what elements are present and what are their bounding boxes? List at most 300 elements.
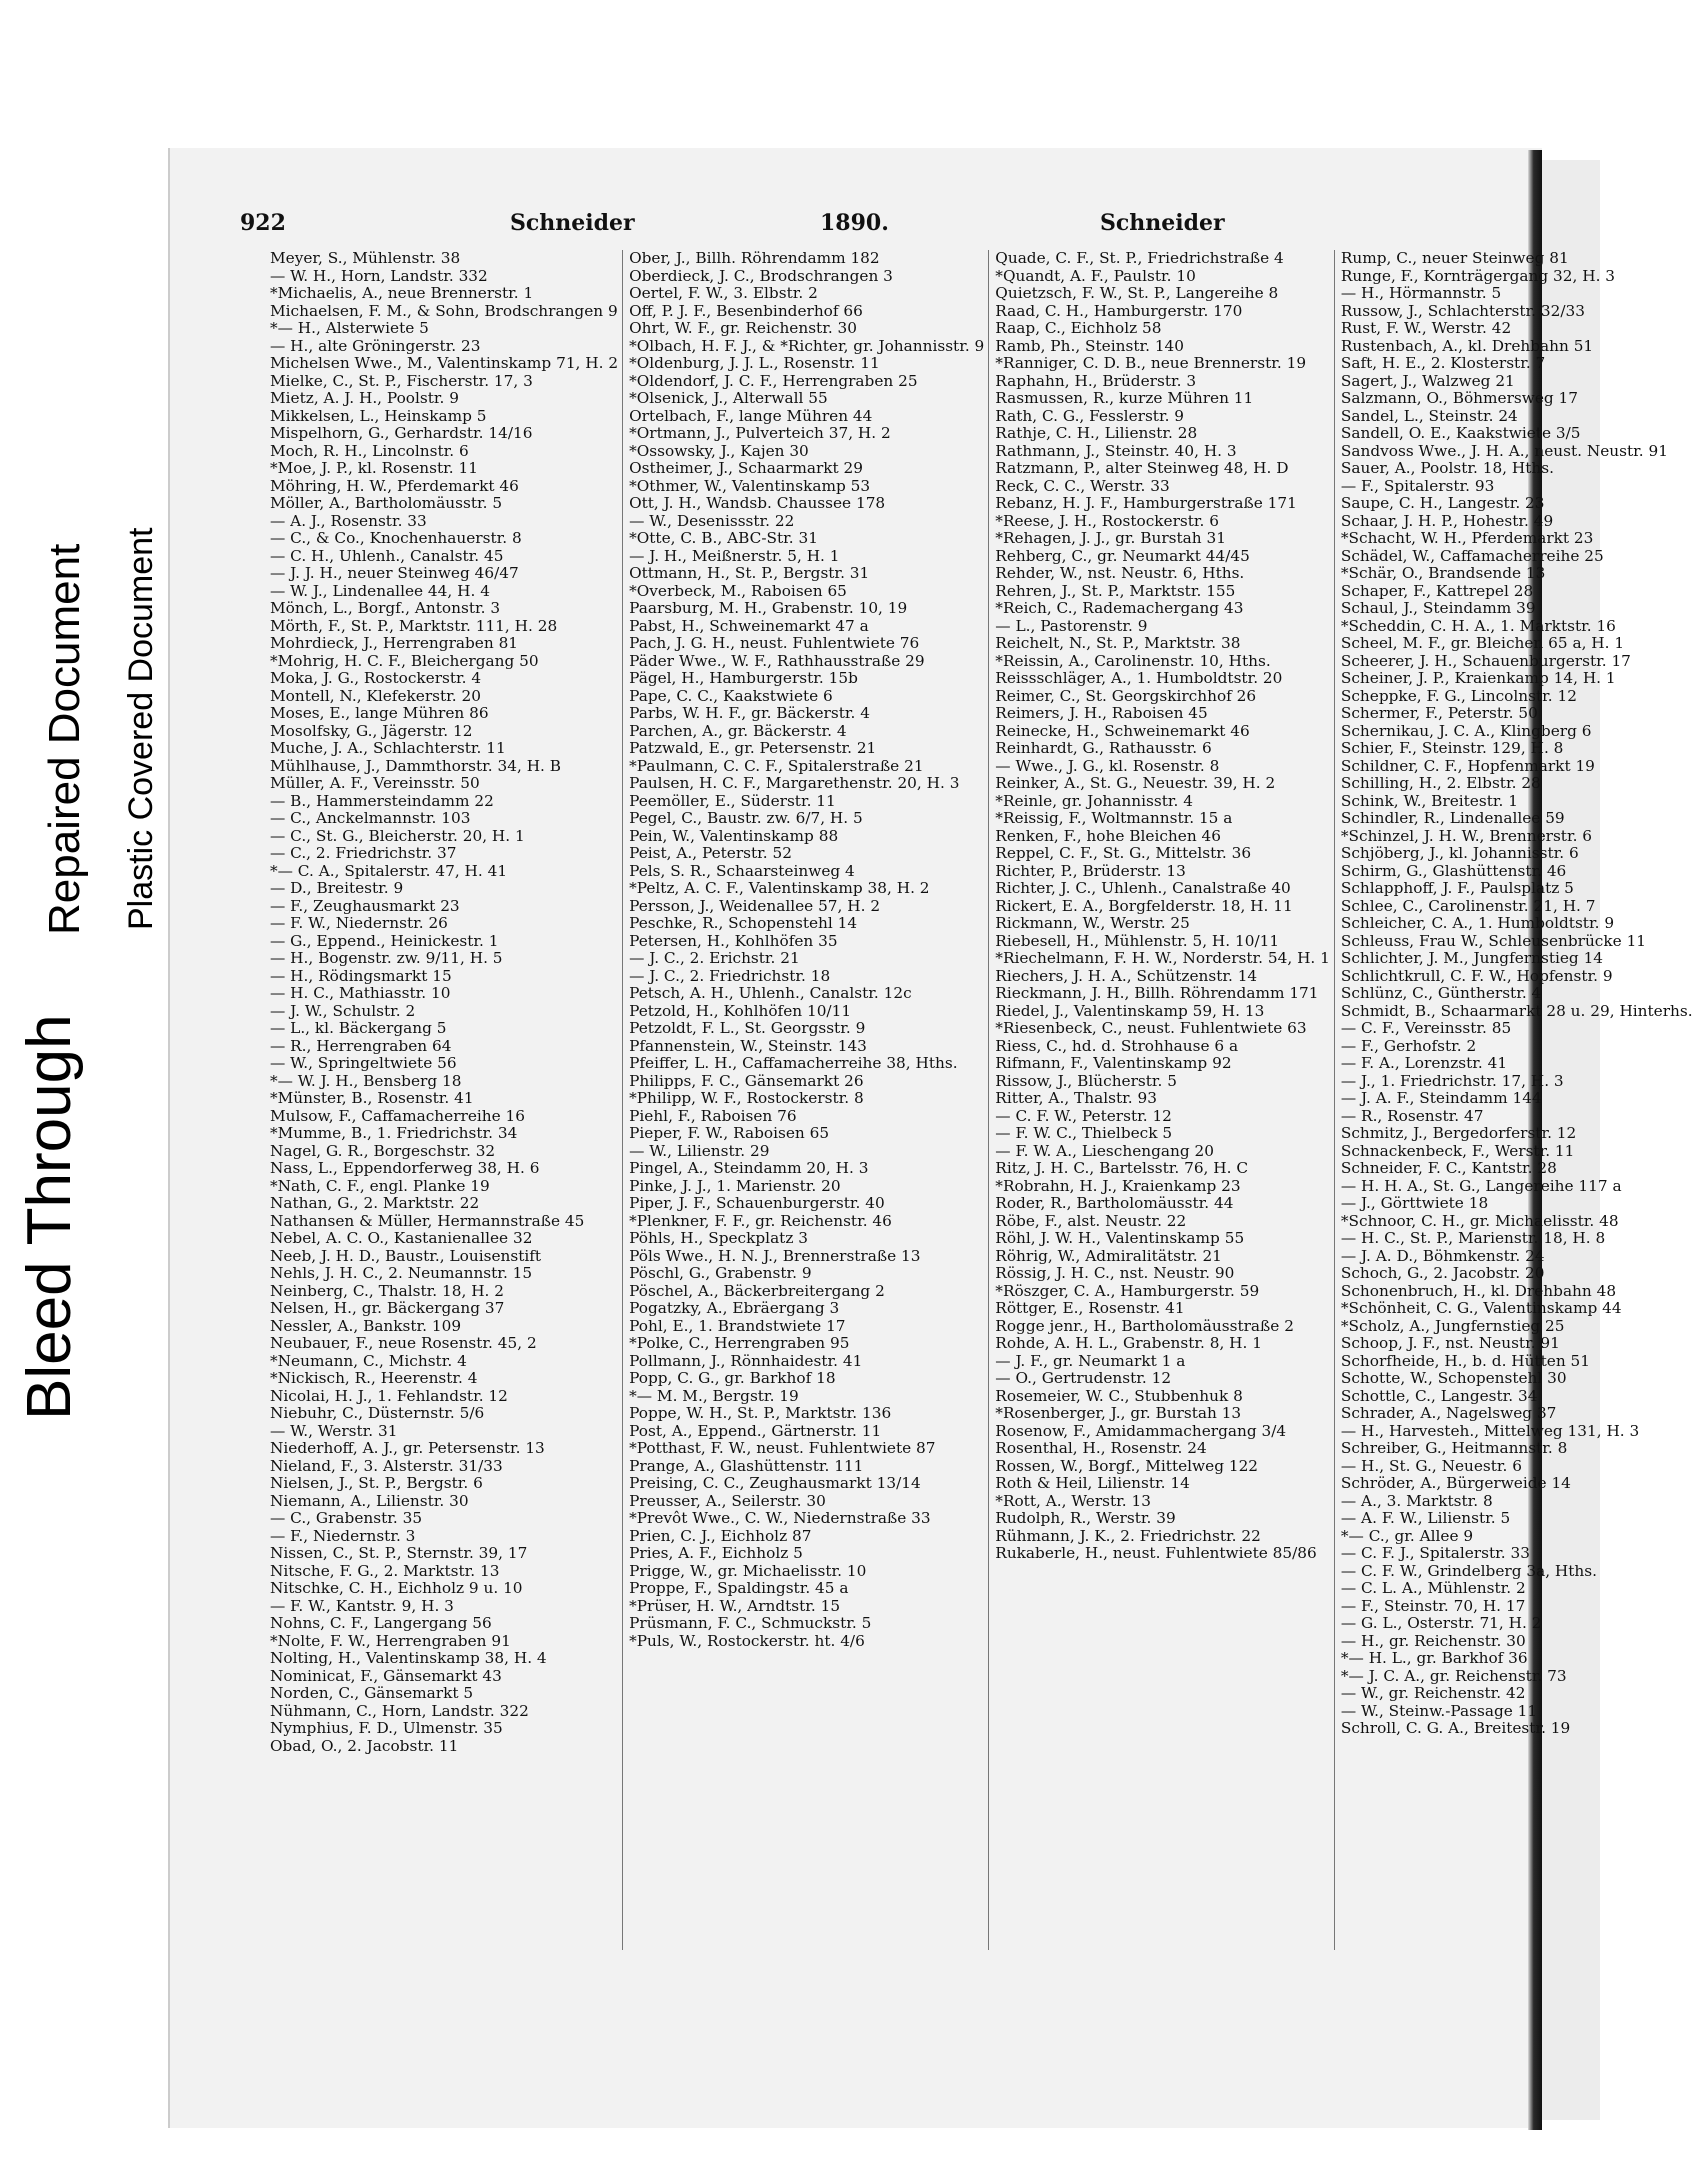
- directory-entry: Prien, C. J., Eichholz 87: [629, 1526, 812, 1545]
- directory-entry: Ortelbach, F., lange Mühren 44: [629, 406, 873, 425]
- directory-entry: Neinberg, C., Thalstr. 18, H. 2: [270, 1281, 505, 1300]
- directory-entry: — C. F. W., Peterstr. 12: [995, 1106, 1172, 1125]
- directory-entry: Reinecke, H., Schweinemarkt 46: [995, 721, 1250, 740]
- directory-entry: Schroll, C. G. A., Breitestr. 19: [1340, 1719, 1571, 1737]
- directory-entry: Petzoldt, F. L., St. Georgsstr. 9: [629, 1019, 866, 1037]
- directory-entry: Pollmann, J., Rönnhaidestr. 41: [629, 1351, 863, 1370]
- directory-entry: Meyer, S., Mühlenstr. 38: [270, 249, 461, 267]
- header-year: 1890.: [820, 210, 889, 236]
- directory-entry: Parbs, W. H. F., gr. Bäckerstr. 4: [629, 704, 870, 722]
- directory-entry: Rump, C., neuer Steinweg 81: [1340, 249, 1569, 267]
- directory-entry: Petersen, H., Kohlhöfen 35: [629, 931, 838, 950]
- directory-entry: — O., Gertrudenstr. 12: [995, 1369, 1172, 1387]
- directory-entry: — R., Rosenstr. 47: [1340, 1106, 1484, 1125]
- directory-entry: Rifmann, F., Valentinskamp 92: [995, 1054, 1232, 1072]
- directory-entry: Schlapphoff, J. F., Paulsplatz 5: [1340, 879, 1574, 897]
- directory-entry: — H. H. A., St. G., Langereihe 117 a: [1340, 1176, 1622, 1195]
- directory-entry: — H., alte Gröningerstr. 23: [270, 336, 481, 355]
- directory-entry: *Rehagen, J. J., gr. Burstah 31: [995, 529, 1226, 547]
- directory-entry: Röbe, F., alst. Neustr. 22: [995, 1211, 1187, 1230]
- directory-entry: Rossen, W., Borgf., Mittelweg 122: [995, 1456, 1259, 1475]
- directory-entry: Quietzsch, F. W., St. P., Langereihe 8: [995, 284, 1279, 302]
- directory-entry: Saupe, C. H., Langestr. 23: [1340, 494, 1545, 512]
- directory-entry: *Münster, B., Rosenstr. 41: [270, 1089, 474, 1107]
- directory-entry: Muche, J. A., Schlachterstr. 11: [270, 739, 506, 757]
- directory-entry: Schorfheide, H., b. d. Hütten 51: [1340, 1351, 1591, 1370]
- directory-entry: Raad, C. H., Hamburgerstr. 170: [995, 301, 1243, 320]
- directory-entry: Schotte, W., Schopenstehl 30: [1340, 1369, 1567, 1387]
- plastic-covered-label: Plastic Covered Document: [122, 527, 160, 930]
- directory-entry: Peist, A., Peterstr. 52: [629, 844, 792, 862]
- directory-entry: Michaelsen, F. M., & Sohn, Brodschrangen 9: [270, 301, 618, 320]
- directory-entry: Rudolph, R., Werstr. 39: [995, 1509, 1176, 1527]
- directory-entry: — D., Breitestr. 9: [270, 879, 404, 897]
- directory-entry: — F. W. A., Lieschengang 20: [995, 1141, 1214, 1160]
- directory-entry: Pries, A. F., Eichholz 5: [629, 1544, 803, 1562]
- directory-entry: Rosenow, F., Amidammachergang 3/4: [995, 1421, 1287, 1440]
- directory-entry: Ritz, J. H. C., Bartelsstr. 76, H. C: [995, 1159, 1249, 1177]
- directory-entry: Schlichter, J. M., Jungfernstieg 14: [1340, 949, 1604, 967]
- directory-entry: *Riesenbeck, C., neust. Fuhlentwiete 63: [995, 1019, 1307, 1037]
- directory-entry: Pinke, J. J., 1. Marienstr. 20: [629, 1176, 841, 1195]
- directory-entry: Oberdieck, J. C., Brodschrangen 3: [629, 266, 893, 285]
- directory-entry: — L., kl. Bäckergang 5: [270, 1019, 447, 1037]
- directory-entry: Pöhls, H., Speckplatz 3: [629, 1229, 808, 1247]
- directory-entry: *Riechelmann, F. H. W., Norderstr. 54, H. 1: [995, 949, 1330, 967]
- directory-entry: Nehls, J. H. C., 2. Neumannstr. 15: [270, 1264, 533, 1282]
- directory-entry: Pöschel, A., Bäckerbreitergang 2: [629, 1281, 885, 1300]
- directory-entry: Ostheimer, J., Schaarmarkt 29: [629, 459, 864, 477]
- directory-entry: — A. J., Rosenstr. 33: [270, 511, 427, 530]
- directory-entry: *Reissig, F., Woltmannstr. 15 a: [995, 809, 1233, 827]
- directory-entry: — H., St. G., Neuestr. 6: [1340, 1456, 1523, 1475]
- directory-entry: — H., Bogenstr. zw. 9/11, H. 5: [270, 949, 503, 967]
- directory-entry: Riedel, J., Valentinskamp 59, H. 13: [995, 1001, 1265, 1020]
- directory-entry: Prigge, W., gr. Michaelisstr. 10: [629, 1561, 867, 1580]
- directory-entry: Neubauer, F., neue Rosenstr. 45, 2: [270, 1334, 537, 1352]
- directory-entry: Schaul, J., Steindamm 39: [1340, 599, 1536, 617]
- directory-entry: Schonenbruch, H., kl. Drehbahn 48: [1340, 1281, 1617, 1300]
- directory-entry: — W., Werstr. 31: [270, 1421, 398, 1440]
- directory-entry: Rickmann, W., Werstr. 25: [995, 914, 1190, 932]
- directory-entry: — C. H., Uhlenh., Canalstr. 45: [270, 546, 504, 565]
- directory-entry: Sandell, O. E., Kaakstwiete 3/5: [1340, 424, 1581, 442]
- directory-entry: — J. C., 2. Erichstr. 21: [629, 949, 800, 967]
- directory-entry: *— M. M., Bergstr. 19: [629, 1386, 799, 1405]
- directory-entry: Petzold, H., Kohlhöfen 10/11: [629, 1001, 852, 1020]
- directory-entry: Pägel, H., Hamburgerstr. 15b: [629, 669, 858, 687]
- directory-entry: Nagel, G. R., Borgeschstr. 32: [270, 1141, 496, 1160]
- directory-entry: *Schönheit, C. G., Valentinskamp 44: [1340, 1299, 1622, 1317]
- directory-entry: — C., 2. Friedrichstr. 37: [270, 844, 457, 862]
- directory-entry: Popp, C. G., gr. Barkhof 18: [629, 1369, 836, 1387]
- directory-entry: Schaar, J. H. P., Hohestr. 49: [1340, 511, 1554, 530]
- directory-entry: Pape, C. C., Kaakstwiete 6: [629, 686, 833, 705]
- directory-entry: Scheppke, F. G., Lincolnstr. 12: [1340, 686, 1577, 705]
- directory-entry: Niebuhr, C., Düsternstr. 5/6: [270, 1404, 485, 1422]
- directory-entry: Mosolfsky, G., Jägerstr. 12: [270, 721, 473, 740]
- directory-entry: *— W. J. H., Bensberg 18: [270, 1071, 462, 1090]
- directory-entry: — W., gr. Reichenstr. 42: [1340, 1684, 1526, 1702]
- directory-entry: *Peltz, A. C. F., Valentinskamp 38, H. 2: [629, 879, 930, 897]
- directory-entry: Nessler, A., Bankstr. 109: [270, 1316, 462, 1335]
- directory-entry: Nominicat, F., Gänsemarkt 43: [270, 1666, 502, 1685]
- directory-entry: Schleuss, Frau W., Schleusenbrücke 11: [1340, 931, 1647, 950]
- directory-entry: Patzwald, E., gr. Petersenstr. 21: [629, 739, 877, 757]
- directory-entry: Rössig, J. H. C., nst. Neustr. 90: [995, 1264, 1235, 1282]
- directory-entry: Nieland, F., 3. Alsterstr. 31/33: [270, 1456, 503, 1475]
- directory-entry: — B., Hammersteindamm 22: [270, 791, 494, 810]
- directory-entry: Schreiber, G., Heitmannstr. 8: [1340, 1439, 1568, 1457]
- directory-entry: *Schacht, W. H., Pferdemarkt 23: [1340, 529, 1594, 547]
- directory-entry: — W. J., Lindenallee 44, H. 4: [270, 581, 490, 600]
- directory-entry: Rogge jenr., H., Bartholomäusstraße 2: [995, 1316, 1294, 1335]
- directory-entry: Mietz, A. J. H., Poolstr. 9: [270, 389, 459, 407]
- directory-entry: Nühmann, C., Horn, Landstr. 322: [270, 1701, 529, 1720]
- directory-entry: *Reese, J. H., Rostockerstr. 6: [995, 511, 1220, 530]
- directory-entry: *Neumann, C., Michstr. 4: [270, 1351, 467, 1370]
- directory-entry: *Röszger, C. A., Hamburgerstr. 59: [995, 1281, 1260, 1300]
- directory-column-4: [1341, 250, 1697, 1950]
- directory-entry: *Nolte, F. W., Herrengraben 91: [270, 1631, 511, 1650]
- directory-entry: *Ortmann, J., Pulverteich 37, H. 2: [629, 424, 891, 442]
- directory-entry: — H., gr. Reichenstr. 30: [1340, 1631, 1526, 1650]
- directory-entry: Reichelt, N., St. P., Marktstr. 38: [995, 634, 1241, 652]
- directory-entry: Rukaberle, H., neust. Fuhlentwiete 85/86: [995, 1544, 1317, 1562]
- directory-entry: Schjöberg, J., kl. Johannisstr. 6: [1340, 844, 1579, 862]
- directory-entry: Nohns, C. F., Langergang 56: [270, 1614, 492, 1632]
- directory-entry: Pegel, C., Baustr. zw. 6/7, H. 5: [629, 809, 863, 827]
- directory-entry: *Ossowsky, J., Kajen 30: [629, 441, 809, 460]
- directory-entry: *Schnoor, C. H., gr. Michaelisstr. 48: [1340, 1211, 1619, 1230]
- directory-entry: Ohrt, W. F., gr. Reichenstr. 30: [629, 319, 858, 337]
- directory-entry: Schaper, F., Kattrepel 28: [1340, 581, 1534, 600]
- directory-entry: Rebanz, H. J. F., Hamburgerstraße 171: [995, 494, 1297, 512]
- directory-entry: Reinker, A., St. G., Neuestr. 39, H. 2: [995, 774, 1276, 792]
- directory-entry: *Robrahn, H. J., Kraienkamp 23: [995, 1176, 1241, 1195]
- directory-entry: *Reich, C., Rademachergang 43: [995, 599, 1244, 617]
- directory-entry: Riebesell, H., Mühlenstr. 5, H. 10/11: [995, 931, 1280, 950]
- directory-entry: Reimer, C., St. Georgskirchhof 26: [995, 686, 1257, 705]
- directory-entry: Pieper, F. W., Raboisen 65: [629, 1124, 830, 1142]
- directory-entry: Rissow, J., Blücherstr. 5: [995, 1071, 1178, 1090]
- page-header: [240, 210, 1440, 242]
- directory-entry: Russow, J., Schlachterstr. 32/33: [1340, 301, 1585, 320]
- directory-entry: Ramb, Ph., Steinstr. 140: [995, 336, 1185, 355]
- directory-entry: Preising, C. C., Zeughausmarkt 13/14: [629, 1474, 921, 1492]
- directory-entry: Röhrig, W., Admiralitätstr. 21: [995, 1246, 1222, 1265]
- directory-entry: Nolting, H., Valentinskamp 38, H. 4: [270, 1649, 547, 1667]
- directory-entry: Saft, H. E., 2. Klosterstr. 7: [1340, 354, 1546, 372]
- directory-entry: *Scholz, A., Jungfernstieg 25: [1340, 1316, 1565, 1335]
- directory-entry: Poppe, W. H., St. P., Marktstr. 136: [629, 1404, 892, 1422]
- directory-entry: — A. F. W., Lilienstr. 5: [1340, 1509, 1511, 1527]
- directory-entry: *Nath, C. F., engl. Planke 19: [270, 1176, 490, 1195]
- directory-entry: Schirm, G., Glashüttenstr. 46: [1340, 861, 1567, 880]
- directory-entry: Schernikau, J. C. A., Klingberg 6: [1340, 721, 1592, 740]
- directory-entry: — H. C., Mathiasstr. 10: [270, 984, 451, 1002]
- directory-entry: Renken, F., hohe Bleichen 46: [995, 826, 1221, 845]
- directory-entry: Rieckmann, J. H., Billh. Röhrendamm 171: [995, 984, 1319, 1002]
- directory-entry: — J. F., gr. Neumarkt 1 a: [995, 1351, 1186, 1370]
- directory-entry: Rühmann, J. K., 2. Friedrichstr. 22: [995, 1526, 1261, 1545]
- directory-entry: Schnackenbeck, F., Werstr. 11: [1340, 1141, 1575, 1160]
- directory-entry: Rosemeier, W. C., Stubbenhuk 8: [995, 1386, 1243, 1405]
- directory-entry: *Moe, J. P., kl. Rosenstr. 11: [270, 459, 478, 477]
- directory-entry: Preusser, A., Seilerstr. 30: [629, 1491, 826, 1510]
- directory-entry: *Mohrig, H. C. F., Bleichergang 50: [270, 651, 539, 670]
- directory-entry: — Wwe., J. G., kl. Rosenstr. 8: [995, 756, 1220, 775]
- directory-entry: *Olbach, H. F. J., & *Richter, gr. Johannisstr. 9: [629, 336, 985, 355]
- directory-entry: Nymphius, F. D., Ulmenstr. 35: [270, 1719, 503, 1737]
- directory-column-1: [270, 250, 623, 1950]
- directory-entry: *Quandt, A. F., Paulstr. 10: [995, 266, 1196, 285]
- directory-entry: Reppel, C. F., St. G., Mittelstr. 36: [995, 844, 1252, 862]
- directory-entry: Peschke, R., Schopenstehl 14: [629, 914, 858, 932]
- directory-entry: Pfeiffer, L. H., Caffamacherreihe 38, Hths.: [629, 1054, 958, 1072]
- directory-entry: — H., Harvesteh., Mittelweg 131, H. 3: [1340, 1421, 1640, 1440]
- directory-entry: *Potthast, F. W., neust. Fuhlentwiete 87: [629, 1439, 936, 1457]
- directory-entry: *Prüser, H. W., Arndtstr. 15: [629, 1596, 841, 1615]
- directory-entry: Ottmann, H., St. P., Bergstr. 31: [629, 564, 870, 582]
- directory-entry: — F., Steinstr. 70, H. 17: [1340, 1596, 1526, 1615]
- directory-column-3: [995, 250, 1335, 1950]
- directory-entry: Proppe, F., Spaldingstr. 45 a: [629, 1579, 849, 1597]
- directory-entry: Rasmussen, R., kurze Mühren 11: [995, 389, 1254, 407]
- directory-entry: Paarsburg, M. H., Grabenstr. 10, 19: [629, 599, 908, 617]
- directory-entry: Post, A., Eppend., Gärtnerstr. 11: [629, 1421, 882, 1440]
- directory-entry: Rosenthal, H., Rosenstr. 24: [995, 1439, 1207, 1457]
- directory-entry: Montell, N., Klefekerstr. 20: [270, 686, 481, 705]
- directory-entry: Mispelhorn, G., Gerhardstr. 14/16: [270, 424, 533, 442]
- directory-entry: — J. W., Schulstr. 2: [270, 1001, 416, 1020]
- directory-entry: Petsch, A. H., Uhlenh., Canalstr. 12c: [629, 984, 912, 1002]
- directory-entry: Mönch, L., Borgf., Antonstr. 3: [270, 599, 501, 617]
- directory-entry: — F., Gerhofstr. 2: [1340, 1036, 1477, 1055]
- directory-entry: *— H. L., gr. Barkhof 36: [1340, 1649, 1528, 1667]
- directory-entry: Schlichtkrull, C. F. W., Hopfenstr. 9: [1340, 966, 1613, 985]
- directory-entry: Müller, A. F., Vereinsstr. 50: [270, 774, 480, 792]
- directory-entry: Salzmann, O., Böhmersweg 17: [1340, 389, 1579, 407]
- directory-entry: *Overbeck, M., Raboisen 65: [629, 581, 847, 600]
- directory-entry: *Rott, A., Werstr. 13: [995, 1491, 1151, 1510]
- directory-entry: *Philipp, W. F., Rostockerstr. 8: [629, 1089, 864, 1107]
- page-number: 922: [240, 210, 286, 236]
- directory-entry: *Rosenberger, J., gr. Burstah 13: [995, 1404, 1242, 1422]
- directory-entry: Pels, S. R., Schaarsteinweg 4: [629, 861, 855, 880]
- directory-entry: — F. W., Niedernstr. 26: [270, 914, 448, 932]
- directory-entry: Riechers, J. H. A., Schützenstr. 14: [995, 966, 1258, 985]
- directory-entry: Mulsow, F., Caffamacherreihe 16: [270, 1106, 525, 1125]
- directory-entry: Scheiner, J. P., Kraienkamp 14, H. 1: [1340, 669, 1616, 687]
- directory-entry: *Otte, C. B., ABC-Str. 31: [629, 529, 818, 547]
- directory-entry: Nelsen, H., gr. Bäckergang 37: [270, 1299, 505, 1317]
- directory-entry: Sauer, A., Poolstr. 18, Hths.: [1340, 459, 1554, 477]
- directory-entry: Rath, C. G., Fesslerstr. 9: [995, 406, 1185, 425]
- directory-entry: Michelsen Wwe., M., Valentinskamp 71, H. 2: [270, 354, 619, 372]
- directory-entry: Reissschläger, A., 1. Humboldtstr. 20: [995, 669, 1283, 687]
- directory-entry: Schlee, C., Carolinenstr. 21, H. 7: [1340, 896, 1596, 915]
- directory-entry: Schier, F., Steinstr. 129, H. 8: [1340, 739, 1564, 757]
- directory-entry: Reimers, J. H., Raboisen 45: [995, 704, 1208, 722]
- directory-entry: Pabst, H., Schweinemarkt 47 a: [629, 616, 869, 635]
- directory-entry: — W., Springeltwiete 56: [270, 1054, 457, 1072]
- directory-entry: Nathansen & Müller, Hermannstraße 45: [270, 1211, 585, 1230]
- directory-entry: Sandvoss Wwe., J. H. A., neust. Neustr. 91: [1340, 441, 1668, 460]
- directory-entry: Nebel, A. C. O., Kastanienallee 32: [270, 1229, 533, 1247]
- directory-entry: — G. L., Osterstr. 71, H. 2: [1340, 1614, 1542, 1632]
- directory-entry: Mielke, C., St. P., Fischerstr. 17, 3: [270, 371, 533, 390]
- directory-entry: — C., Anckelmannstr. 103: [270, 809, 471, 827]
- directory-entry: — C. F., Vereinsstr. 85: [1340, 1019, 1512, 1037]
- directory-entry: Pöls Wwe., H. N. J., Brennerstraße 13: [629, 1246, 921, 1265]
- directory-entry: *Reissin, A., Carolinenstr. 10, Hths.: [995, 651, 1271, 670]
- directory-entry: — C., St. G., Bleicherstr. 20, H. 1: [270, 826, 525, 845]
- directory-entry: Pein, W., Valentinskamp 88: [629, 826, 839, 845]
- directory-entry: Nitsche, F. G., 2. Marktstr. 13: [270, 1561, 500, 1580]
- directory-entry: Pfannenstein, W., Steinstr. 143: [629, 1036, 867, 1055]
- directory-entry: Möller, A., Bartholomäusstr. 5: [270, 494, 503, 512]
- directory-entry: — W., Desenissstr. 22: [629, 511, 795, 530]
- directory-entry: — F. W. C., Thielbeck 5: [995, 1124, 1173, 1142]
- directory-entry: — F., Spitalerstr. 93: [1340, 476, 1495, 495]
- directory-entry: Pach, J. G. H., neust. Fuhlentwiete 76: [629, 634, 920, 652]
- directory-entry: Raphahn, H., Brüderstr. 3: [995, 371, 1197, 390]
- directory-entry: Schlünz, C., Güntherstr. 4: [1340, 984, 1542, 1002]
- directory-entry: *Puls, W., Rostockerstr. ht. 4/6: [629, 1631, 865, 1650]
- directory-entry: Nass, L., Eppendorferweg 38, H. 6: [270, 1159, 540, 1177]
- directory-entry: Rehberg, C., gr. Neumarkt 44/45: [995, 546, 1250, 565]
- directory-entry: — C. L. A., Mühlenstr. 2: [1340, 1579, 1526, 1597]
- directory-entry: Peemöller, E., Süderstr. 11: [629, 791, 836, 810]
- directory-entry: *Plenkner, F. F., gr. Reichenstr. 46: [629, 1211, 892, 1230]
- directory-entry: Quade, C. F., St. P., Friedrichstraße 4: [995, 249, 1284, 267]
- directory-entry: — W., Steinw.-Passage 11: [1340, 1701, 1538, 1720]
- directory-entry: Norden, C., Gänsemarkt 5: [270, 1684, 474, 1702]
- directory-entry: — F., Niedernstr. 3: [270, 1526, 416, 1545]
- directory-entry: Nitschke, C. H., Eichholz 9 u. 10: [270, 1579, 523, 1597]
- directory-entry: Moka, J. G., Rostockerstr. 4: [270, 669, 482, 687]
- directory-entry: Richter, J. C., Uhlenh., Canalstraße 40: [995, 879, 1291, 897]
- directory-entry: Piehl, F., Raboisen 76: [629, 1106, 797, 1125]
- directory-entry: *Schär, O., Brandsende 13: [1340, 564, 1546, 582]
- directory-entry: Prüsmann, F. C., Schmuckstr. 5: [629, 1614, 872, 1632]
- directory-entry: Runge, F., Kornträgergang 32, H. 3: [1340, 266, 1616, 285]
- repaired-document-label: Repaired Document: [40, 543, 89, 935]
- directory-entry: Persson, J., Weidenallee 57, H. 2: [629, 896, 881, 915]
- directory-entry: — J., Görttwiete 18: [1340, 1194, 1489, 1212]
- directory-entry: — J. A. F., Steindamm 144: [1340, 1089, 1542, 1107]
- directory-entry: — H. C., St. P., Marienstr. 18, H. 8: [1340, 1229, 1606, 1247]
- directory-entry: *Mumme, B., 1. Friedrichstr. 34: [270, 1124, 518, 1142]
- directory-entry: — C., Grabenstr. 35: [270, 1509, 423, 1527]
- directory-entry: Raap, C., Eichholz 58: [995, 319, 1162, 337]
- directory-entry: Mörth, F., St. P., Marktstr. 111, H. 28: [270, 616, 558, 635]
- directory-entry: Obad, O., 2. Jacobstr. 11: [270, 1736, 459, 1755]
- directory-entry: Mikkelsen, L., Heinskamp 5: [270, 406, 487, 425]
- directory-entry: — C. F. W., Grindelberg 3a, Hths.: [1340, 1561, 1597, 1580]
- directory-entry: — H., Rödingsmarkt 15: [270, 966, 452, 985]
- directory-entry: — J. A. D., Böhmkenstr. 24: [1340, 1246, 1545, 1265]
- directory-entry: — A., 3. Marktstr. 8: [1340, 1491, 1493, 1510]
- directory-entry: — J. C., 2. Friedrichstr. 18: [629, 966, 831, 985]
- directory-entry: Möhring, H. W., Pferdemarkt 46: [270, 476, 519, 495]
- directory-entry: — F. A., Lorenzstr. 41: [1340, 1054, 1508, 1072]
- directory-entry: — J., 1. Friedrichstr. 17, H. 3: [1340, 1071, 1564, 1090]
- directory-entry: — J. H., Meißnerstr. 5, H. 1: [629, 546, 840, 565]
- directory-entry: — H., Hörmannstr. 5: [1340, 284, 1502, 302]
- directory-entry: Röhl, J. W. H., Valentinskamp 55: [995, 1229, 1245, 1247]
- directory-entry: *Oldendorf, J. C. F., Herrengraben 25: [629, 371, 918, 390]
- directory-entry: Reck, C. C., Werstr. 33: [995, 476, 1170, 495]
- directory-entry: Schoop, J. F., nst. Neustr. 91: [1340, 1334, 1560, 1352]
- directory-entry: Mohrdieck, J., Herrengraben 81: [270, 634, 519, 652]
- directory-entry: *Prevôt Wwe., C. W., Niedernstraße 33: [629, 1509, 931, 1527]
- directory-entry: Rathje, C. H., Lilienstr. 28: [995, 424, 1198, 442]
- directory-entry: Schneider, F. C., Kantstr. 28: [1340, 1159, 1557, 1177]
- directory-entry: Ritter, A., Thalstr. 93: [995, 1089, 1157, 1107]
- directory-entry: — J. J. H., neuer Steinweg 46/47: [270, 564, 519, 582]
- directory-entry: — W. H., Horn, Landstr. 332: [270, 266, 488, 285]
- directory-entry: Ober, J., Billh. Röhrendamm 182: [629, 249, 880, 267]
- directory-entry: *Scheddin, C. H. A., 1. Marktstr. 16: [1340, 616, 1616, 635]
- directory-entry: Schermer, F., Peterstr. 50: [1340, 704, 1538, 722]
- directory-entry: Nicolai, H. J., 1. Fehlandstr. 12: [270, 1386, 508, 1405]
- directory-entry: Prange, A., Glashüttenstr. 111: [629, 1456, 864, 1475]
- directory-entry: Niederhoff, A. J., gr. Petersenstr. 13: [270, 1439, 545, 1457]
- directory-entry: *Nickisch, R., Heerenstr. 4: [270, 1369, 478, 1387]
- directory-entry: *Polke, C., Herrengraben 95: [629, 1334, 850, 1352]
- directory-entry: *— J. C. A., gr. Reichenstr. 73: [1340, 1666, 1567, 1685]
- directory-entry: — L., Pastorenstr. 9: [995, 616, 1148, 635]
- directory-entry: Schottle, C., Langestr. 34: [1340, 1386, 1538, 1405]
- directory-entry: Schink, W., Breitestr. 1: [1340, 791, 1518, 810]
- directory-entry: Reinhardt, G., Rathausstr. 6: [995, 739, 1212, 757]
- directory-entry: Rehder, W., nst. Neustr. 6, Hths.: [995, 564, 1245, 582]
- directory-entry: Nathan, G., 2. Marktstr. 22: [270, 1194, 480, 1212]
- directory-entry: *Othmer, W., Valentinskamp 53: [629, 476, 871, 495]
- directory-entry: Schildner, C. F., Hopfenmarkt 19: [1340, 756, 1595, 775]
- directory-entry: Rust, F. W., Werstr. 42: [1340, 319, 1512, 337]
- directory-entry: Sandel, L., Steinstr. 24: [1340, 406, 1518, 425]
- directory-entry: Schindler, R., Lindenallee 59: [1340, 809, 1565, 827]
- directory-entry: Moses, E., lange Mühren 86: [270, 704, 489, 722]
- directory-entry: Schrader, A., Nagelsweg 37: [1340, 1404, 1557, 1422]
- directory-entry: Riess, C., hd. d. Strohhause 6 a: [995, 1036, 1239, 1055]
- directory-entry: Rickert, E. A., Borgfelderstr. 18, H. 11: [995, 896, 1293, 915]
- directory-entry: — W., Lilienstr. 29: [629, 1141, 770, 1160]
- directory-entry: — F. W., Kantstr. 9, H. 3: [270, 1596, 454, 1615]
- directory-entry: *Ranniger, C. D. B., neue Brennerstr. 19: [995, 354, 1307, 372]
- header-left-word: Schneider: [510, 210, 635, 236]
- directory-entry: Scheerer, J. H., Schauenburgerstr. 17: [1340, 651, 1631, 670]
- directory-entry: *Paulmann, C. C. F., Spitalerstraße 21: [629, 756, 924, 775]
- directory-entry: Röttger, E., Rosenstr. 41: [995, 1299, 1185, 1317]
- directory-entry: *— C., gr. Allee 9: [1340, 1526, 1474, 1545]
- directory-entry: *Schinzel, J. H. W., Brennerstr. 6: [1340, 826, 1593, 845]
- directory-entry: *Olsenick, J., Alterwall 55: [629, 389, 828, 407]
- directory-entry: Paulsen, H. C. F., Margarethenstr. 20, H. 3: [629, 774, 960, 792]
- directory-entry: Pohl, E., 1. Brandstwiete 17: [629, 1316, 846, 1335]
- directory-entry: *— H., Alsterwiete 5: [270, 319, 429, 337]
- directory-entry: Pogatzky, A., Ebräergang 3: [629, 1299, 840, 1317]
- directory-entry: Ott, J. H., Wandsb. Chaussee 178: [629, 494, 886, 512]
- directory-entry: Piper, J. F., Schauenburgerstr. 40: [629, 1194, 885, 1212]
- directory-entry: Rathmann, J., Steinstr. 40, H. 3: [995, 441, 1237, 460]
- directory-entry: Rustenbach, A., kl. Drehbahn 51: [1340, 336, 1594, 355]
- directory-entry: — C., & Co., Knochenhauerstr. 8: [270, 529, 522, 547]
- directory-entry: Schilling, H., 2. Elbstr. 28: [1340, 774, 1541, 792]
